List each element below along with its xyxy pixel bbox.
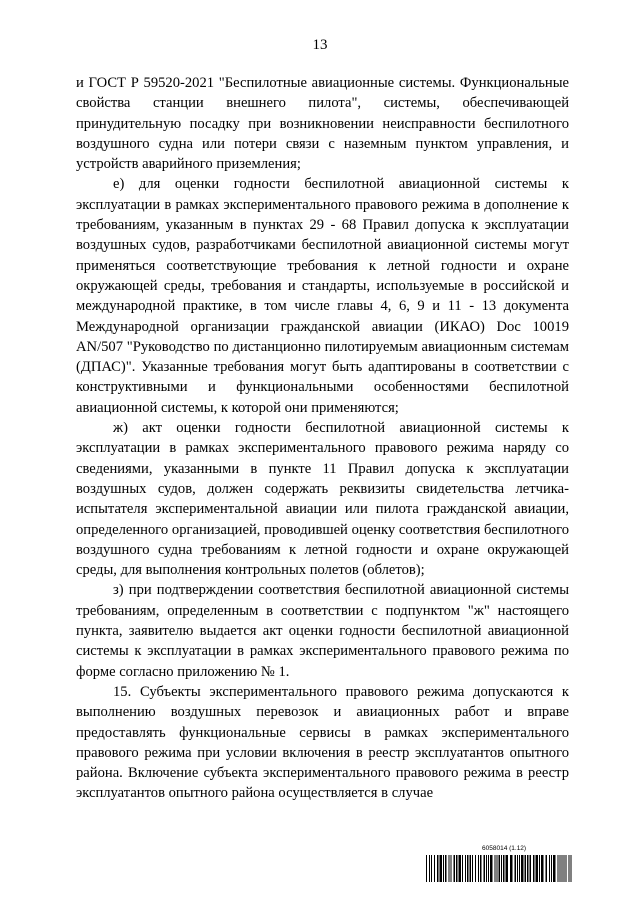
paragraph-item-15: 15. Субъекты экспериментального правового режима допускаются к выполнению воздушных перевозок и авиационных работ и вправе предоставлять функциональные сервисы в рамках экспериментального правового режима при условии включения в реестр эксплуатантов опытного района. Включение субъекта экспериментального правового режима в реестр эксплуатантов опытного района осуществляется в случае [76,683,569,802]
paragraph-item-zh: ж) акт оценки годности беспилотной авиационной системы к эксплуатации в рамках экспериментального правового режима наряду со сведениями, указанными в пункте 11 Правил допуска к эксплуатации воздушных судов, должен содержать реквизиты свидетельства летчика-испытателя экспериментальной авиации или пилота гражданской авиации, определенного организацией, проводившей оценку соответствия беспилотного воздушного судна требованиям к летной годности и охране окружающей среды, для выполнения контрольных полетов (облетов); [76,420,569,579]
paragraph-item-z: з) при подтверждении соответствия беспилотной авиационной системы требованиям, определенным в соответствии с подпунктом "ж" настоящего пункта, заявителю выдается акт оценки годности беспилотной авиационной системы к эксплуатации в рамках экспериментального правового режима по форме согласно приложению № 1. [76,582,569,680]
page-number: 13 [312,37,328,53]
barcode-icon [426,855,572,882]
document-body [76,73,569,804]
paragraph-gost-continuation: и ГОСТ Р 59520-2021 "Беспилотные авиационные системы. Функциональные свойства станции внешнего пилота", системы, обеспечивающей принудительную посадку при возникновении неисправности беспилотного воздушного судна или потери связи с наземным пунктом управления, и устройств аварийного приземления; [76,75,569,173]
paragraph-item-e: е) для оценки годности беспилотной авиационной системы к эксплуатации в рамках экспериментального правового режима в дополнение к требованиям, указанным в пунктах 29 - 68 Правил допуска к эксплуатации воздушных судов, разработчиками беспилотной авиационной системы могут применяться соответствующие требования к летной годности и охране окружающей среды, требования и стандарты, используемые в российской и международной практике, в том числе главы 4, 6, 9 и 11 - 13 документа Международной организации гражданской авиации (ИКАО) Doc 10019 AN/507 "Руководство по дистанционно пилотируемым авиационным системам (ДПАС)". Указанные требования могут быть адаптированы в соответствии с конструктивными и функциональными особенностями беспилотной авиационной системы, к которой они применяются; [76,176,569,416]
document-code: 6058014 (1.12) [482,845,527,852]
